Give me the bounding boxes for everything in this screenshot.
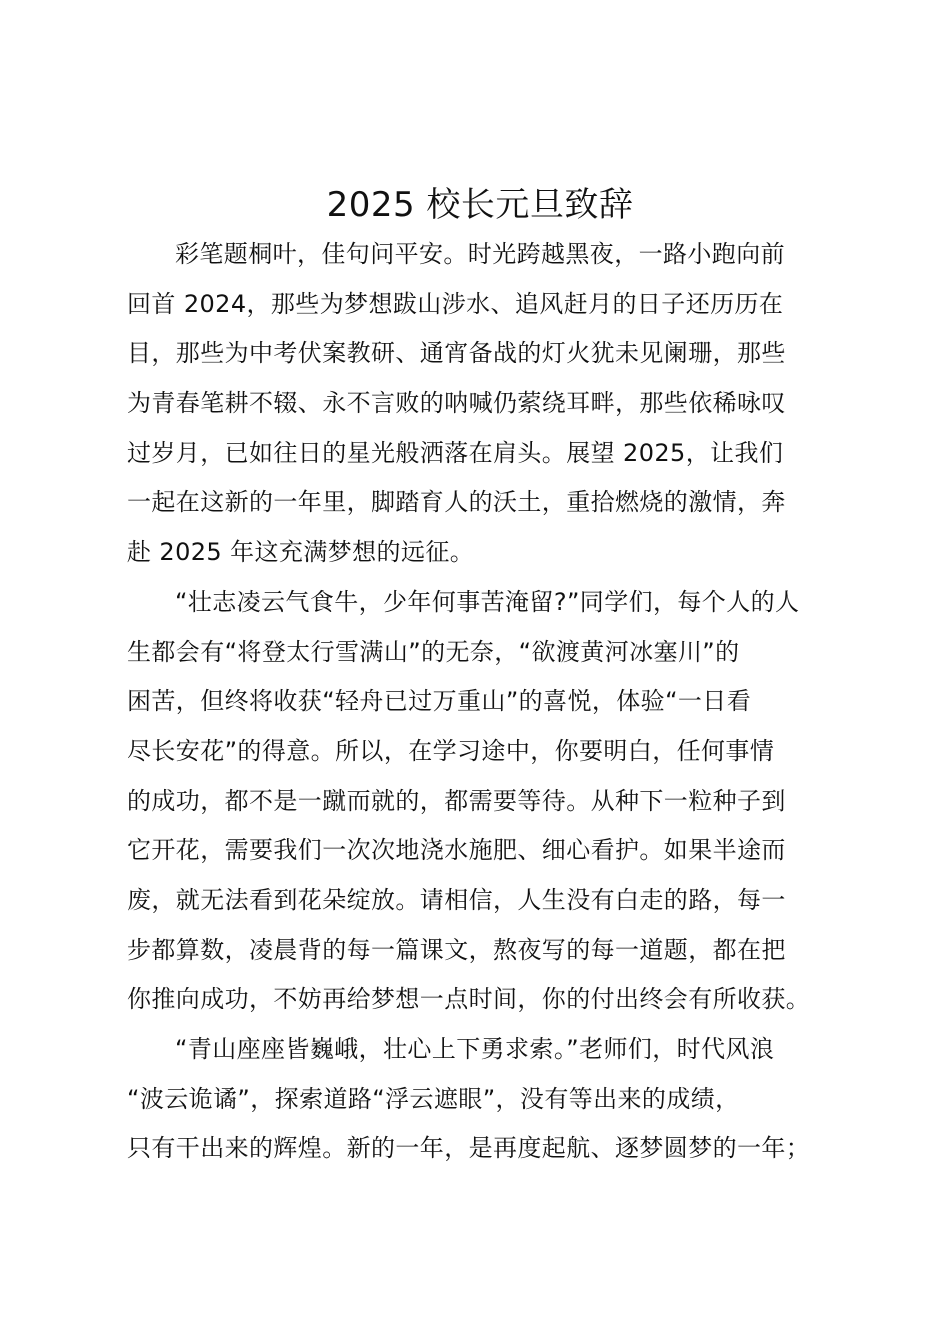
paragraph-1-line-2: 回首 2024，那些为梦想跋山涉水、追风赶月的日子还历历在 — [127, 289, 784, 318]
paragraph-1-line-3: 目，那些为中考伏案教研、通宵备战的灯火犹未见阑珊，那些 — [127, 339, 786, 368]
paragraph-2-line-9: 你推向成功，不妨再给梦想一点时间，你的付出终会有所收获。 — [127, 985, 811, 1014]
paragraph-1-line-7: 赴 2025 年这充满梦想的远征。 — [127, 538, 475, 567]
paragraph-2-line-1: “壮志凌云气食牛，少年何事苦淹留?”同学们，每个人的人 — [175, 587, 800, 616]
paragraph-2-line-6: 它开花，需要我们一次次地浇水施肥、细心看护。如果半途而 — [127, 836, 786, 865]
paragraph-2-line-4: 尽长安花”的得意。所以，在学习途中，你要明白，任何事情 — [127, 736, 775, 765]
paragraph-2-line-3: 困苦，但终将收获“轻舟已过万重山”的喜悦，体验“一日看 — [127, 687, 752, 716]
paragraph-3-line-2: “波云诡谲”，探索道路“浮云遮眼”，没有等出来的成绩， — [127, 1084, 740, 1113]
paragraph-1-line-1: 彩笔题桐叶，佳句问平安。时光跨越黑夜，一路小跑向前 — [175, 240, 785, 268]
paragraph-1-line-4: 为青春笔耕不辍、永不言败的呐喊仍萦绕耳畔，那些依稀咏叹 — [127, 389, 786, 418]
paragraph-2-line-8: 步都算数，凌晨背的每一篇课文，熬夜写的每一道题，都在把 — [127, 935, 786, 964]
paragraph-3-line-1: “青山座座皆巍峨，壮心上下勇求索。”老师们，时代风浪 — [175, 1035, 775, 1063]
document-body — [127, 230, 867, 1174]
paragraph-3-line-3: 只有干出来的辉煌。新的一年，是再度起航、逐梦圆梦的一年； — [127, 1134, 811, 1163]
paragraph-2-line-5: 的成功，都不是一蹴而就的，都需要等待。从种下一粒种子到 — [127, 786, 786, 815]
paragraph-1-line-6: 一起在这新的一年里，脚踏育人的沃土，重拾燃烧的激情，奔 — [127, 488, 786, 517]
paragraph-2-line-7: 废，就无法看到花朵绽放。请相信，人生没有白走的路，每一 — [127, 885, 786, 914]
paragraph-1-line-5: 过岁月，已如往日的星光般洒落在肩头。展望 2025，让我们 — [127, 438, 784, 467]
paragraph-2-line-2: 生都会有“将登太行雪满山”的无奈，“欲渡黄河冰塞川”的 — [127, 637, 740, 666]
document-title: 2025 校长元旦致辞 — [326, 185, 634, 225]
